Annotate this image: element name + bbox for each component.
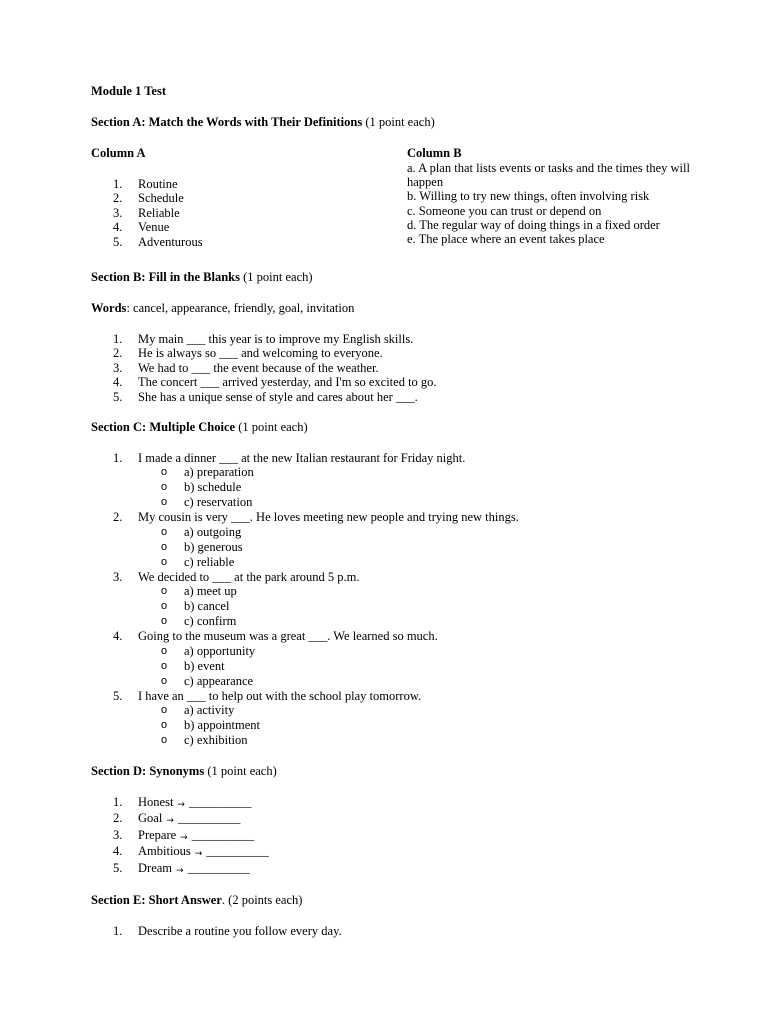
answer-option-text: b) cancel	[184, 599, 230, 614]
document-title: Module 1 Test	[91, 84, 167, 98]
arrow-right-icon: →	[194, 849, 203, 860]
column-a-word	[91, 220, 391, 234]
bullet-icon: o	[161, 555, 168, 568]
item-number: 4.	[113, 629, 123, 644]
fill-blank-item-text: He is always so ___ and welcoming to everyone.	[138, 346, 383, 361]
answer-option	[91, 540, 691, 555]
column-b-definition: a. A plan that lists events or tasks and the times they will happen	[407, 161, 690, 190]
answer-blank: __________	[188, 795, 252, 810]
answer-option	[91, 599, 691, 614]
section-e-items	[91, 924, 691, 938]
fill-blank-item-text: We had to ___ the event because of the weather.	[138, 360, 379, 375]
column-a-word	[91, 191, 391, 205]
bullet-icon: o	[161, 496, 168, 509]
multiple-choice-question-text: I have an ___ to help out with the school play tomorrow.	[138, 688, 422, 703]
fill-blank-item	[91, 361, 691, 375]
item-number: 2.	[113, 346, 123, 361]
multiple-choice-question-text: I made a dinner ___ at the new Italian restaurant for Friday night.	[138, 451, 466, 466]
item-number: 1.	[113, 451, 123, 466]
section-c-heading: Section C: Multiple Choice (1 point each)	[91, 420, 308, 435]
bullet-icon: o	[161, 659, 168, 672]
fill-blank-item	[91, 375, 691, 389]
item-number: 1.	[113, 924, 123, 939]
bullet-icon: o	[161, 674, 168, 687]
answer-option-text: a) meet up	[184, 584, 237, 599]
column-b-definition: c. Someone you can trust or depend on	[407, 203, 602, 218]
answer-options	[138, 584, 691, 629]
multiple-choice-question-text: Going to the museum was a great ___. We learned so much.	[138, 629, 438, 644]
multiple-choice-question-text: We decided to ___ at the park around 5 p.m.	[138, 569, 360, 584]
synonym-item	[91, 828, 691, 844]
item-number: 5.	[113, 860, 123, 875]
column-b-definition: d. The regular way of doing things in a fixed order	[407, 217, 660, 232]
answer-option	[91, 555, 691, 570]
answer-blank: __________	[191, 827, 255, 842]
answer-option-text: a) activity	[184, 703, 235, 718]
section-a-heading: Section A: Match the Words with Their Definitions (1 point each)	[91, 115, 435, 129]
column-a-word-text: Venue	[138, 220, 170, 235]
bullet-icon: o	[161, 615, 168, 628]
bullet-icon: o	[161, 585, 168, 598]
answer-option-text: b) event	[184, 658, 225, 673]
item-number: 4.	[113, 220, 123, 235]
item-number: 3.	[113, 205, 123, 220]
section-e-heading: Section E: Short Answer. (2 points each)	[91, 893, 303, 908]
column-a-word	[91, 235, 391, 249]
item-number: 1.	[113, 332, 123, 346]
answer-option-text: a) opportunity	[184, 643, 256, 658]
bullet-icon: o	[161, 481, 168, 494]
answer-option-text: c) exhibition	[184, 733, 248, 748]
bullet-icon: o	[161, 600, 168, 613]
multiple-choice-question-text: My cousin is very ___. He loves meeting new people and trying new things.	[138, 510, 519, 525]
multiple-choice-question	[91, 570, 691, 629]
section-a-columns	[91, 146, 691, 256]
column-a	[91, 146, 391, 249]
answer-option	[91, 644, 691, 659]
answer-options	[138, 525, 691, 570]
answer-option	[91, 733, 691, 748]
answer-option	[91, 465, 691, 480]
item-number: 1.	[113, 177, 123, 191]
column-a-word-text: Schedule	[138, 191, 184, 206]
multiple-choice-question	[91, 629, 691, 688]
synonym-word: Prepare	[138, 827, 177, 842]
item-number: 2.	[113, 510, 123, 525]
synonym-item	[91, 844, 691, 860]
short-answer-item-text: Describe a routine you follow every day.	[138, 924, 342, 939]
document-page	[91, 84, 691, 939]
answer-options	[138, 703, 691, 748]
item-number: 5.	[113, 389, 123, 404]
column-a-word-text: Reliable	[138, 205, 180, 220]
answer-options	[138, 644, 691, 689]
bullet-icon: o	[161, 734, 168, 747]
bullet-icon: o	[161, 540, 168, 553]
answer-option	[91, 718, 691, 733]
answer-blank: __________	[206, 844, 269, 859]
column-b-definition: b. Willing to try new things, often involving risk	[407, 189, 650, 204]
item-number: 5.	[113, 234, 123, 249]
answer-option	[91, 674, 691, 689]
column-b-definition: e. The place where an event takes place	[407, 232, 605, 247]
answer-option-text: b) appointment	[184, 718, 261, 733]
answer-blank: __________	[187, 860, 251, 875]
synonym-word: Honest	[138, 795, 174, 810]
multiple-choice-question	[91, 689, 691, 748]
arrow-right-icon: →	[180, 832, 188, 843]
item-number: 4.	[113, 375, 123, 390]
fill-blank-item	[91, 346, 691, 360]
answer-option-text: b) schedule	[184, 480, 242, 495]
bullet-icon: o	[161, 644, 168, 657]
section-d-items	[91, 795, 691, 877]
answer-option-text: c) appearance	[184, 673, 254, 688]
item-number: 4.	[113, 844, 123, 859]
section-d-heading: Section D: Synonyms (1 point each)	[91, 764, 277, 779]
bullet-icon: o	[161, 704, 168, 717]
synonym-word: Dream	[138, 860, 173, 875]
multiple-choice-question	[91, 451, 691, 510]
item-number: 2.	[113, 811, 123, 826]
synonym-item	[91, 795, 691, 811]
synonym-item	[91, 811, 691, 827]
section-b-items	[91, 332, 691, 404]
column-a-word-text: Adventurous	[138, 234, 203, 249]
column-a-word	[91, 177, 391, 191]
arrow-right-icon: →	[177, 800, 185, 811]
column-a-word	[91, 206, 391, 220]
answer-option	[91, 703, 691, 718]
answer-option-text: c) reservation	[184, 495, 253, 510]
short-answer-item	[91, 924, 691, 938]
answer-option-text: a) preparation	[184, 465, 254, 480]
answer-blank: __________	[177, 811, 241, 826]
answer-options	[138, 465, 691, 510]
column-b-definition-list	[407, 161, 697, 246]
answer-option	[91, 480, 691, 495]
answer-option-text: c) confirm	[184, 614, 237, 629]
column-a-word-list	[91, 177, 391, 249]
column-a-word-text: Routine	[138, 177, 178, 191]
answer-option-text: c) reliable	[184, 554, 235, 569]
fill-blank-item-text: The concert ___ arrived yesterday, and I'm so excited to go.	[138, 375, 437, 390]
fill-blank-item-text: She has a unique sense of style and cares about her ___.	[138, 389, 418, 404]
answer-option	[91, 584, 691, 599]
answer-option	[91, 495, 691, 510]
answer-option	[91, 525, 691, 540]
arrow-right-icon: →	[176, 865, 184, 876]
multiple-choice-question	[91, 510, 691, 569]
fill-blank-item	[91, 332, 691, 346]
item-number: 3.	[113, 827, 123, 842]
column-b	[407, 146, 697, 246]
item-number: 5.	[113, 688, 123, 703]
bullet-icon: o	[161, 466, 168, 479]
section-b-heading: Section B: Fill in the Blanks (1 point each)	[91, 270, 313, 284]
answer-option-text: b) generous	[184, 539, 243, 554]
item-number: 2.	[113, 191, 123, 206]
arrow-right-icon: →	[166, 816, 174, 827]
section-b-word-bank: Words: cancel, appearance, friendly, goal, invitation	[91, 301, 355, 315]
section-c-questions	[91, 451, 691, 748]
synonym-word: Ambitious	[138, 844, 191, 859]
column-b-title: Column B	[407, 146, 462, 160]
item-number: 1.	[113, 795, 123, 810]
fill-blank-item-text: My main ___ this year is to improve my English skills.	[138, 332, 414, 346]
answer-option	[91, 659, 691, 674]
item-number: 3.	[113, 569, 123, 584]
column-a-title: Column A	[91, 146, 146, 160]
synonym-word: Goal	[138, 811, 163, 826]
answer-option-text: a) outgoing	[184, 524, 242, 539]
bullet-icon: o	[161, 525, 168, 538]
item-number: 3.	[113, 360, 123, 375]
synonym-item	[91, 861, 691, 877]
answer-option	[91, 614, 691, 629]
fill-blank-item	[91, 390, 691, 404]
bullet-icon: o	[161, 719, 168, 732]
